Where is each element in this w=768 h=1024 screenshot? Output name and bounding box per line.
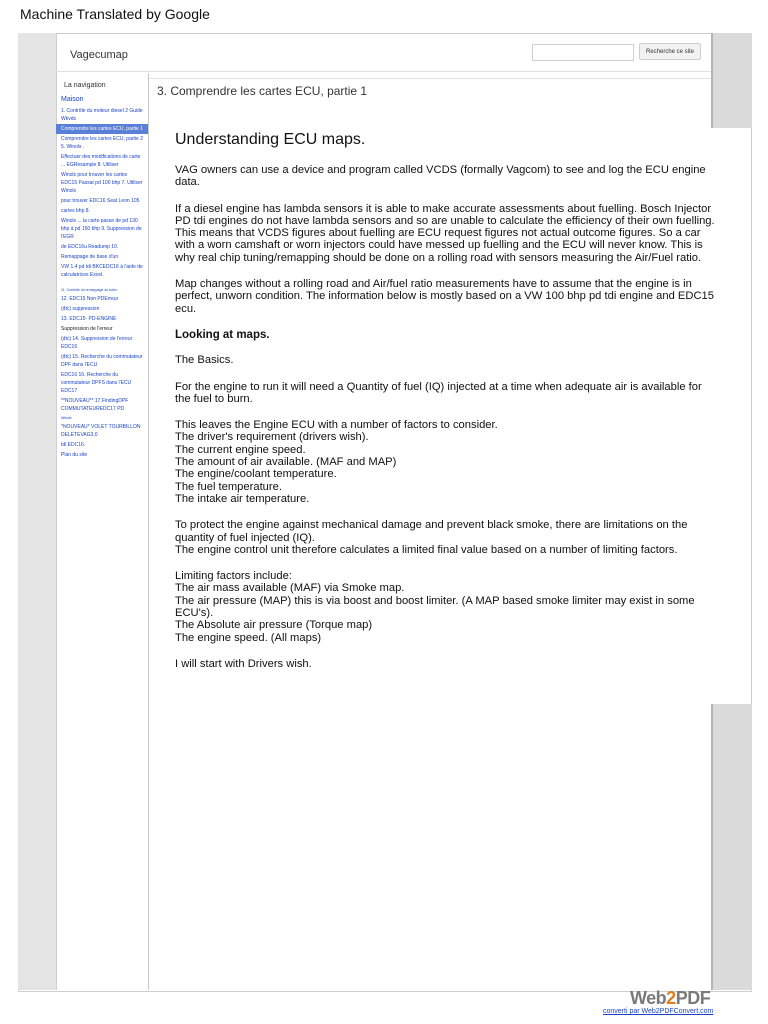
paragraph: For the engine to run it will need a Quantity of fuel (IQ) injected at a time when adequate air is available for the fuel to burn.: [175, 380, 702, 405]
sidebar-item[interactable]: EDC16 16. Recherche du commutateur DPFS dans l'ECU EDC17: [61, 372, 132, 394]
sidebar-item[interactable]: pour trouver EDC16 Seat Leon 105: [61, 198, 140, 204]
sidebar-item[interactable]: (dtc) 14. Suppression de l'erreur EDC16: [61, 336, 133, 350]
sidebar-item[interactable]: 1. Contrôle du moteur diesel 2 Guide Wkvds: [61, 108, 143, 122]
sidebar-item[interactable]: Remappage de base d'un: [61, 254, 119, 260]
protect-block: [175, 519, 715, 556]
sidebar-item-sitemap[interactable]: Plan du site: [61, 452, 88, 458]
factor-item: The engine/coolant temperature.: [175, 468, 337, 481]
paragraph: VAG owners can use a device and program called VCDS (formally Vagcom) to see and log the ECU engine data.: [175, 164, 706, 189]
paragraph: Map changes without a rolling road and Air/fuel ratio measurements have to assume that the engine is in perfect, unworn condition. The information below is mostly based on a VW 100 bhp pd tdi engine and EDC15 ecu.: [175, 278, 714, 315]
sidebar-item[interactable]: Winols: [61, 416, 72, 420]
paragraph: The Basics.: [175, 354, 234, 367]
sidebar-item[interactable]: **NOUVEAU** 17.FindingDPF COMMUTATEUREDC17 PD: [61, 398, 129, 412]
search-input[interactable]: [532, 44, 634, 61]
sidebar-item-home[interactable]: Maison: [61, 96, 84, 103]
sidebar-item[interactable]: *NOUVEAU* VOLET TOURBILLON DELETEVAG3.0: [61, 424, 141, 438]
web2pdf-logo: [630, 988, 710, 1009]
limiting-item: The air mass available (MAF) via Smoke map.: [175, 582, 405, 595]
paragraph: To protect the engine against mechanical damage and prevent black smoke, there are limitations on the quantity of fuel injected (IQ).: [175, 519, 688, 544]
sidebar-item-selected[interactable]: Comprendre les cartes ECU, partie 1: [56, 124, 148, 134]
sidebar-item[interactable]: de EDC16u Readump 10.: [61, 244, 119, 250]
sidebar-item[interactable]: VW 1.4 pd tdi BKCEDC16 à l'aide de calculatrices Excel.: [61, 264, 143, 278]
factors-block: [175, 419, 715, 505]
sidebar-nav: [56, 94, 148, 460]
header-divider: [56, 71, 711, 72]
right-gutter-top: [711, 33, 752, 128]
limiting-item: The engine speed. (All maps): [175, 631, 322, 644]
content-divider: [149, 78, 711, 79]
limiting-item: The air pressure (MAP) this is via boost and boost limiter. (A MAP based smoke limiter may exist in some ECU's).: [175, 594, 695, 620]
translation-header: Machine Translated by Google: [20, 6, 210, 22]
sidebar-item[interactable]: cartes bhp 8.: [61, 208, 90, 214]
sidebar-item[interactable]: Effectuer des modifications de carte ... EGResample 8. Utiliser: [61, 154, 141, 168]
sidebar-item[interactable]: Comprendre les cartes ECU, partie 2 5. Winols .: [61, 136, 143, 150]
factors-intro: This leaves the Engine ECU with a number of factors to consider.: [175, 419, 498, 432]
left-gutter: [18, 33, 57, 990]
site-title[interactable]: Vagecumap: [70, 49, 128, 61]
sidebar-item[interactable]: Winols pour trouver les cartes EDC15 Passat pd 100 bhp 7. Utiliser Winols: [61, 172, 143, 194]
logo-2: 2: [666, 988, 676, 1008]
limiting-item: The Absolute air pressure (Torque map): [175, 619, 373, 632]
factor-item: The intake air temperature.: [175, 492, 310, 505]
factor-item: The current engine speed.: [175, 443, 306, 456]
sidebar-item[interactable]: 13. EDC15- PD-ENGINE: [61, 316, 117, 322]
logo-pdf: PDF: [675, 988, 711, 1008]
paragraph: If a diesel engine has lambda sensors it is able to make accurate assessments about fuelling. Bosch Injector PD tdi engines do not have lambda sensors and so are unable to calculate the efficiency of their own fuelling. This means that VCDS figures about fuelling are ECU request figures not actual outcome figures. So a car with a worn camshaft or worn injectors could have messed up fuelling and the ECU will never know. This is why real chip tuning/remapping should be done on a rolling road with sensors measuring the Air/Fuel ratio.: [175, 202, 715, 264]
right-gutter-bottom: [711, 704, 752, 990]
sidebar-item[interactable]: (dtc) suppression: [61, 306, 100, 312]
sidebar-item[interactable]: Winols ... la carte passe de pd 130 bhp à pd 150 bhp 9. Suppression de l'EGR: [61, 218, 142, 240]
factor-item: The amount of air available. (MAF and MAP): [175, 456, 397, 469]
subheading: Looking at maps.: [175, 328, 270, 341]
page-title: 3. Comprendre les cartes ECU, partie 1: [157, 84, 368, 98]
sidebar-item[interactable]: 11. Contrôle du remappage du turbo: [61, 288, 118, 292]
logo-web: Web: [630, 988, 667, 1008]
sidebar-item[interactable]: (dtc) 15. Recherche du commutateur DPF dans l'ECU: [61, 354, 143, 368]
factor-item: The driver's requirement (drivers wish).: [175, 431, 369, 444]
closing-paragraph: I will start with Drivers wish.: [175, 657, 312, 670]
paragraph: The engine control unit therefore calculates a limited final value based on a number of limiting factors.: [175, 543, 678, 556]
sidebar-item[interactable]: tdi EDC16.: [61, 442, 86, 448]
web2pdf-link[interactable]: converti par Web2PDFConvert.com: [603, 1008, 714, 1015]
limiting-block: [175, 570, 715, 644]
factor-item: The fuel temperature.: [175, 480, 282, 493]
document-body: [175, 131, 715, 684]
limiting-intro: Limiting factors include:: [175, 570, 292, 583]
document-title: Understanding ECU maps.: [175, 131, 366, 148]
search-button[interactable]: Recherche ce site: [639, 43, 701, 60]
sidebar-item[interactable]: 12. EDC15 Non PDErreur: [61, 296, 119, 302]
sidebar-heading: La navigation: [64, 82, 106, 89]
sidebar-item[interactable]: Suppression de l'erreur: [61, 326, 113, 332]
